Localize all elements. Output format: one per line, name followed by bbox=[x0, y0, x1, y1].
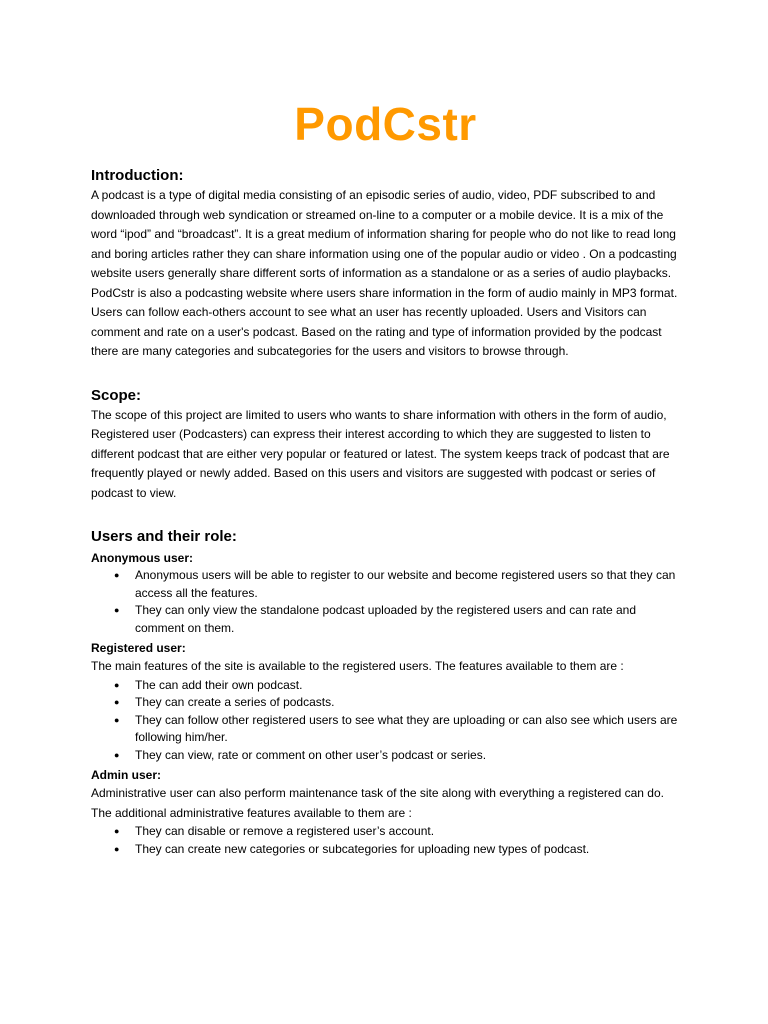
users-section bbox=[91, 527, 680, 858]
scope-paragraph: The scope of this project are limited to users who wants to share information with others in the form of audio, Registered user (Podcasters) can express their interest according to which they are suggested to listen to different podcast that are either very popular or featured or latest. The system keeps track of podcast that are frequently played or newly added. Based on this users and visitors are suggested with podcast or series of podcast to view. bbox=[91, 407, 670, 500]
admin-user-label: Admin user: bbox=[91, 768, 162, 782]
list-item: ● Anonymous users will be able to register to our website and become registered users so that they can access all the features. bbox=[135, 567, 680, 602]
registered-user-list bbox=[91, 677, 680, 765]
list-item: ● They can only view the standalone podcast uploaded by the registered users and can rate and comment on them. bbox=[135, 602, 680, 637]
list-item: ● They can view, rate or comment on other user’s podcast or series. bbox=[135, 747, 680, 765]
list-item: ● They can create new categories or subcategories for uploading new types of podcast. bbox=[135, 841, 680, 859]
registered-user-intro: The main features of the site is available to the registered users. The features available to them are : bbox=[91, 659, 624, 673]
list-item: ● The can add their own podcast. bbox=[135, 677, 680, 695]
anonymous-user-list bbox=[91, 567, 680, 637]
users-heading: Users and their role: bbox=[91, 528, 237, 545]
introduction-paragraph: PodCstr is also a podcasting website where users share information in the form of audio mainly in MP3 format. Users can follow each-others account to see what an user has recently uploaded. Users and Visitors can comment and rate on a user's podcast. Based on the rating and type of information provided by the podcast there are many categories and subcategories for the users and visitors to browse through. bbox=[91, 285, 678, 358]
list-item: ● They can create a series of podcasts. bbox=[135, 694, 680, 712]
registered-user-label: Registered user: bbox=[91, 641, 186, 655]
admin-user-intro: Administrative user can also perform maintenance task of the site along with everything a registered can do. The additional administrative features available to them are : bbox=[91, 786, 664, 820]
list-item: ● They can follow other registered users to see what they are uploading or can also see which users are following him/her. bbox=[135, 712, 680, 747]
scope-heading: Scope: bbox=[91, 386, 142, 404]
scope-section bbox=[91, 386, 680, 504]
introduction-section bbox=[91, 166, 680, 362]
list-item: ● They can disable or remove a registered user’s account. bbox=[135, 823, 680, 841]
introduction-heading: Introduction: bbox=[91, 167, 184, 184]
introduction-paragraph: A podcast is a type of digital media consisting of an episodic series of audio, video, PDF subscribed to and downloaded through web syndication or streamed on-line to a computer or a mobile device. It is a mix of the word “ipod” and “broadcast”. It is a great medium of information sharing for people who do not like to read long and boring articles rather they can share information using one of the popular audio or video . On a podcasting website users generally share different sorts of information as a standalone or as a series of audio playbacks. bbox=[91, 188, 677, 280]
anonymous-user-label: Anonymous user: bbox=[91, 551, 194, 565]
document-title: PodCstr bbox=[294, 98, 477, 150]
admin-user-list bbox=[91, 823, 680, 858]
